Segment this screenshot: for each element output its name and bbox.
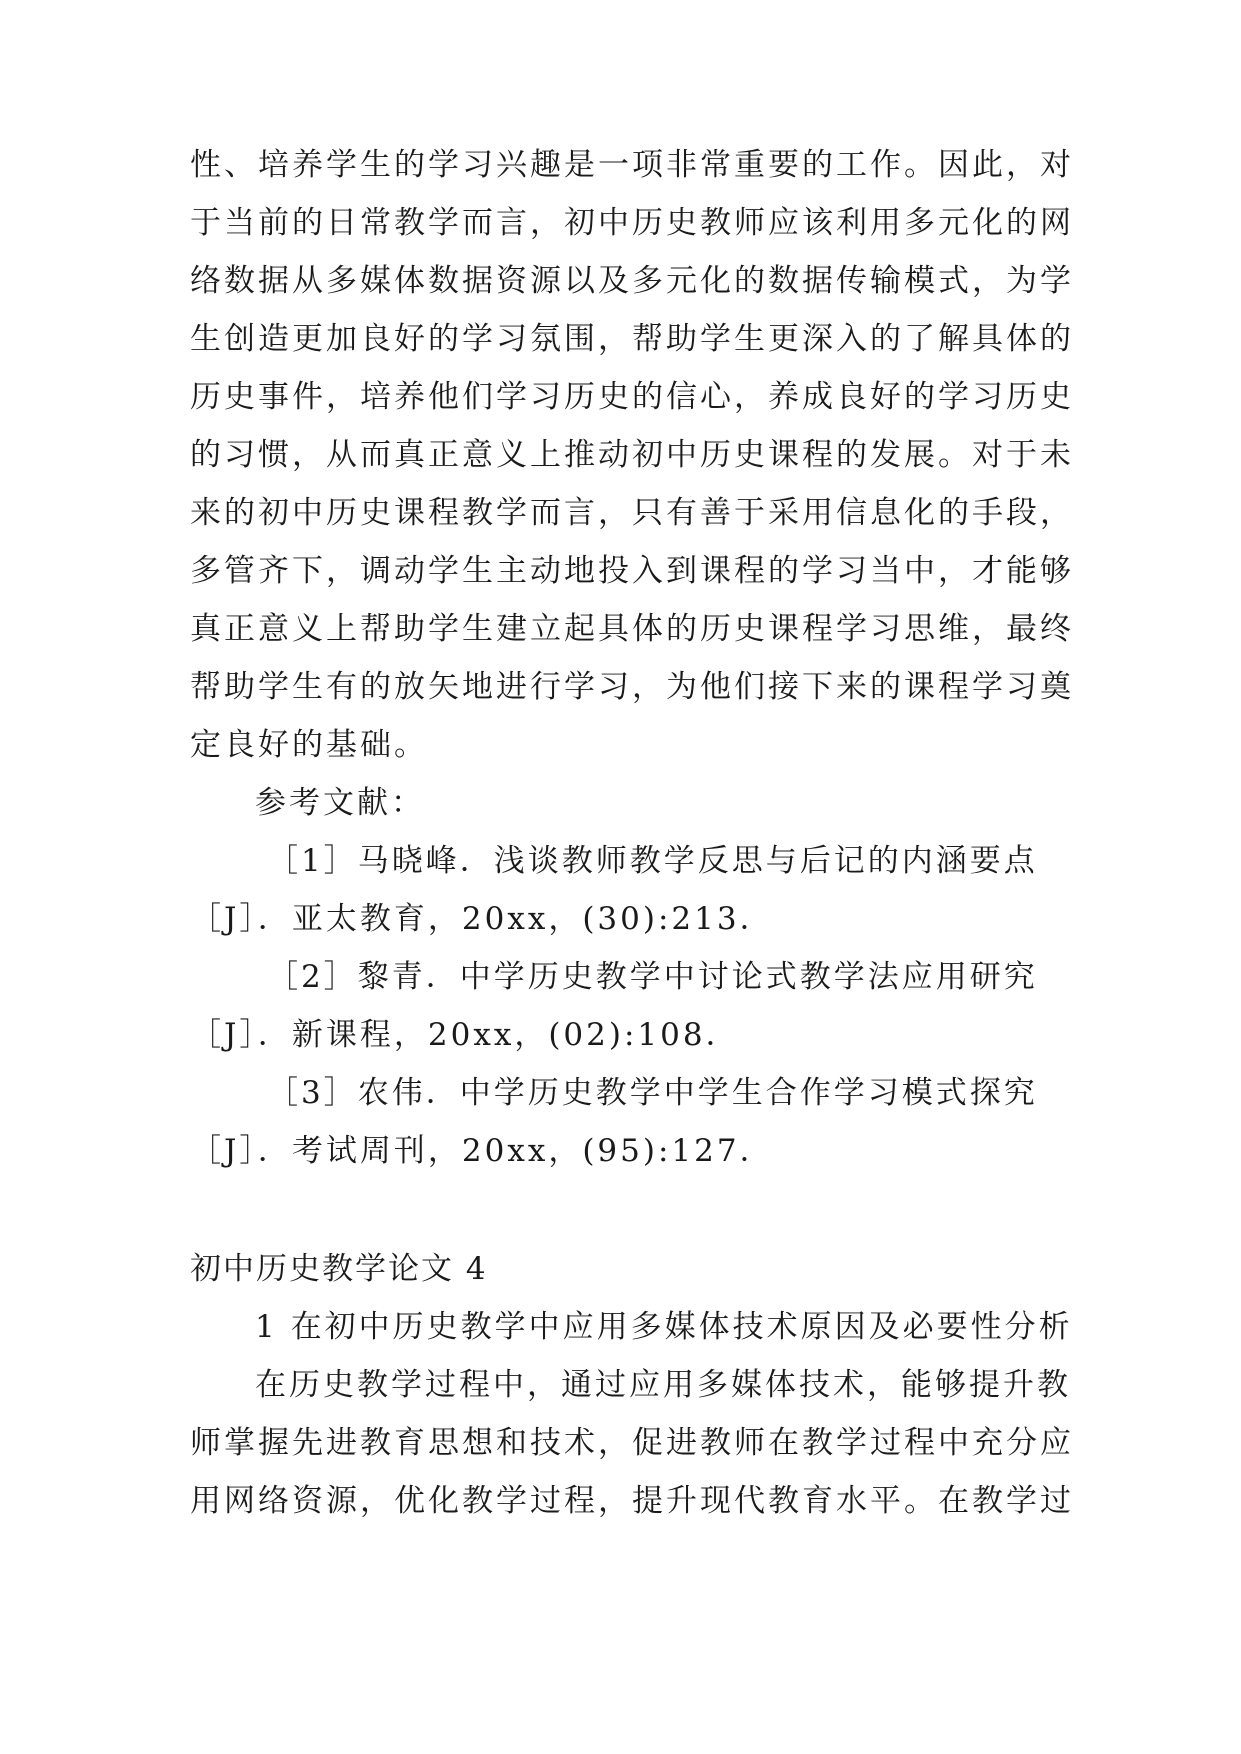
body-line: 生创造更加良好的学习氛围，帮助学生更深入的了解具体的 bbox=[190, 321, 1074, 357]
reference-item-3: ［3］农伟．中学历史教学中学生合作学习模式探究 bbox=[267, 1075, 1038, 1111]
section-paragraph-line: 在历史教学过程中，通过应用多媒体技术，能够提升教 bbox=[255, 1367, 1071, 1403]
body-line: 的习惯，从而真正意义上推动初中历史课程的发展。对于未 bbox=[190, 437, 1074, 473]
body-line: 定良好的基础。 bbox=[190, 727, 428, 763]
body-line: 来的初中历史课程教学而言，只有善于采用信息化的手段， bbox=[190, 495, 1074, 531]
reference-item-1-cont: ［J］．亚太教育，20xx，(30):213． bbox=[190, 901, 774, 937]
reference-item-2-cont: ［J］．新课程，20xx，(02):108． bbox=[190, 1017, 740, 1053]
body-line: 络数据从多媒体数据资源以及多元化的数据传输模式，为学 bbox=[190, 263, 1074, 299]
body-line: 真正意义上帮助学生建立起具体的历史课程学习思维，最终 bbox=[190, 611, 1074, 647]
references-title: 参考文献： bbox=[255, 785, 425, 821]
body-line: 性、培养学生的学习兴趣是一项非常重要的工作。因此，对 bbox=[190, 147, 1074, 183]
section-title: 初中历史教学论文 4 bbox=[190, 1251, 488, 1287]
body-line: 于当前的日常教学而言，初中历史教师应该利用多元化的网 bbox=[190, 205, 1074, 241]
section-subheading: 1 在初中历史教学中应用多媒体技术原因及必要性分析 bbox=[255, 1309, 1073, 1345]
body-line: 历史事件，培养他们学习历史的信心，养成良好的学习历史 bbox=[190, 379, 1074, 415]
reference-item-3-cont: ［J］．考试周刊，20xx，(95):127． bbox=[190, 1133, 774, 1169]
section-paragraph-line: 师掌握先进教育思想和技术，促进教师在教学过程中充分应 bbox=[190, 1425, 1074, 1461]
body-line: 帮助学生有的放矢地进行学习，为他们接下来的课程学习奠 bbox=[190, 669, 1074, 705]
reference-item-1: ［1］马晓峰．浅谈教师教学反思与后记的内涵要点 bbox=[267, 843, 1038, 879]
section-paragraph-line: 用网络资源，优化教学过程，提升现代教育水平。在教学过 bbox=[190, 1483, 1074, 1519]
body-line: 多管齐下，调动学生主动地投入到课程的学习当中，才能够 bbox=[190, 553, 1074, 589]
reference-item-2: ［2］黎青．中学历史教学中讨论式教学法应用研究 bbox=[267, 959, 1038, 995]
